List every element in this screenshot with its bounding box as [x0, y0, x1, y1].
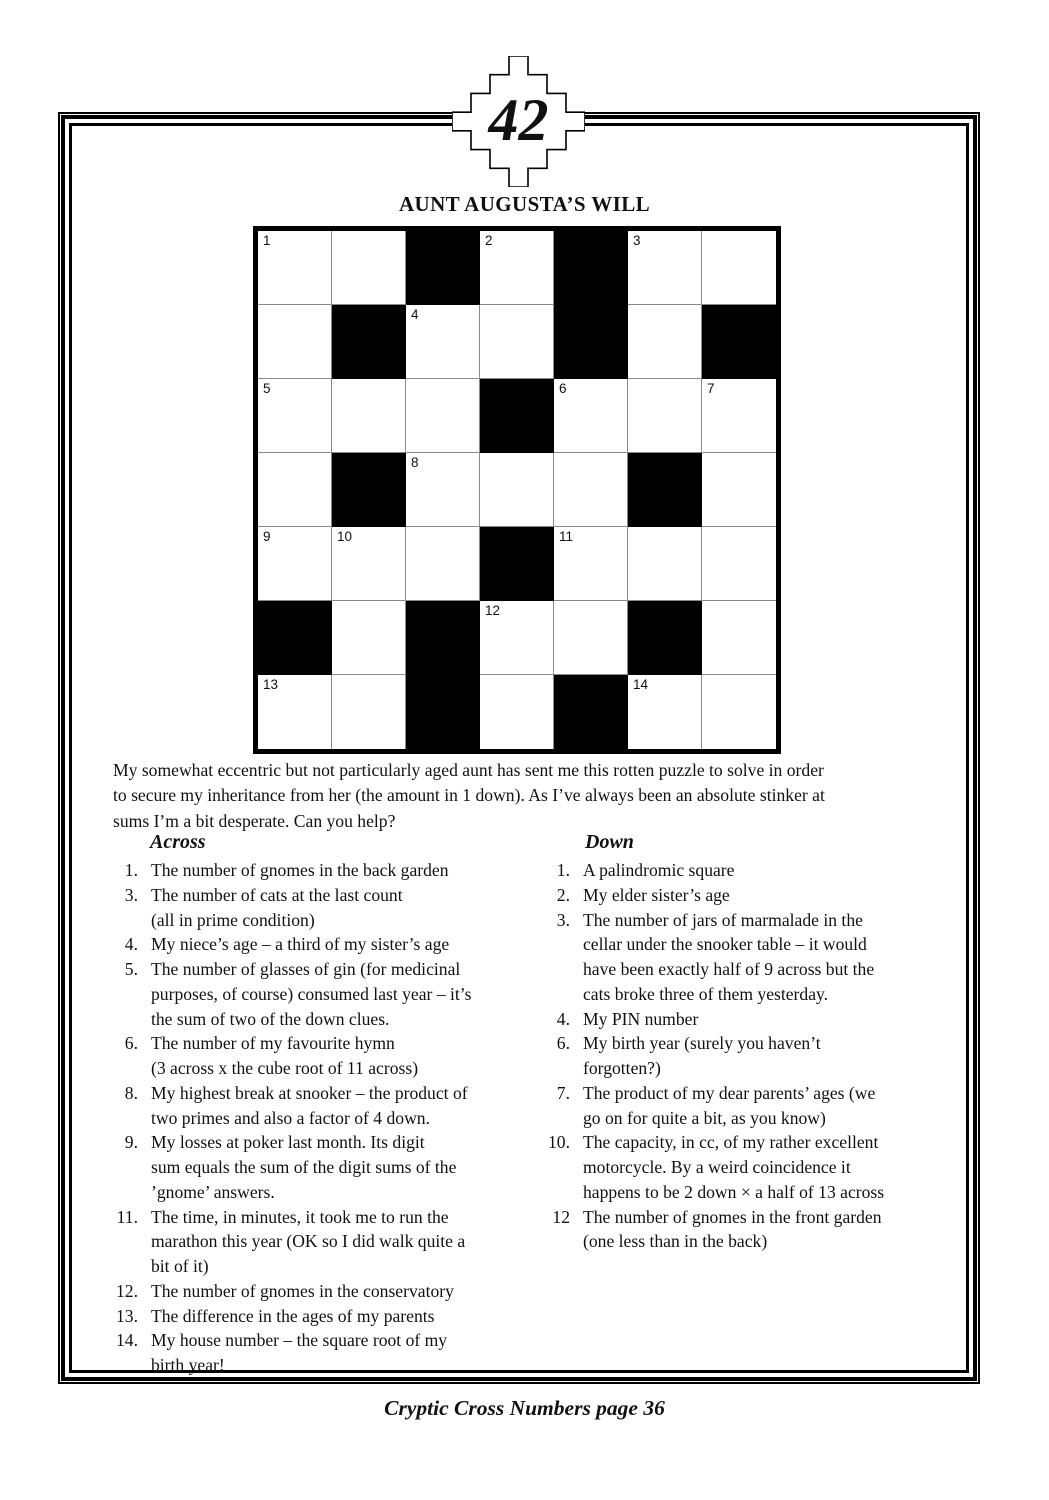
grid-cell-black — [702, 305, 776, 379]
grid-cell — [406, 453, 480, 527]
clue-text-line: My birth year (surely you haven’t — [583, 1033, 821, 1054]
clue-row — [105, 1304, 545, 1329]
clue-number: 1. — [556, 860, 570, 880]
grid-cell-black — [406, 601, 480, 675]
grid-cell-number: 6 — [559, 381, 567, 396]
clue-text-line: The difference in the ages of my parents — [151, 1305, 435, 1326]
grid-cell — [554, 453, 628, 527]
clue-row — [105, 1328, 545, 1378]
grid-cell — [628, 231, 702, 305]
across-clue-list — [105, 858, 545, 1378]
clue-row — [537, 908, 977, 1007]
clue-text — [151, 1205, 465, 1279]
down-section — [537, 829, 977, 1254]
grid-cell-black — [332, 453, 406, 527]
grid-cell-number: 1 — [263, 233, 271, 248]
clue-row — [105, 858, 545, 883]
puzzle-number-badge — [452, 56, 585, 187]
clue-row — [537, 1130, 977, 1204]
clue-text-line: (one less than in the back) — [583, 1231, 768, 1252]
text-line: sums I’m a bit desperate. Can you help? — [113, 810, 396, 831]
clue-row — [537, 1007, 977, 1032]
clue-number: 3. — [556, 909, 570, 930]
grid-cell — [480, 601, 554, 675]
clue-text-line: The number of glasses of gin (for medicinal — [151, 959, 461, 979]
grid-cell-number: 2 — [485, 233, 493, 248]
clue-row — [105, 1279, 545, 1304]
grid-cell — [702, 527, 776, 601]
grid-cell-black — [554, 675, 628, 749]
grid-cell-black — [258, 601, 332, 675]
clue-number: 4. — [124, 934, 138, 955]
grid-cell — [702, 675, 776, 749]
clue-text-line: The product of my dear parents’ ages (we — [583, 1082, 876, 1103]
grid-cell-number: 13 — [263, 677, 279, 692]
grid-cell-black — [554, 305, 628, 379]
grid-cell — [258, 305, 332, 379]
clue-row — [105, 883, 545, 933]
clue-text-line: The number of my favourite hymn — [151, 1033, 395, 1054]
grid-cell — [628, 379, 702, 453]
clue-text — [151, 1031, 418, 1081]
puzzle-number: 42 — [488, 87, 549, 153]
clue-number: 9. — [124, 1132, 138, 1153]
grid-cell-number: 7 — [707, 381, 715, 396]
grid-cell — [628, 305, 702, 379]
grid-cell — [258, 379, 332, 453]
clue-row — [105, 1205, 545, 1279]
grid-cell — [702, 601, 776, 675]
clue-text — [151, 1328, 447, 1378]
clue-text-line: A palindromic square — [583, 860, 735, 880]
grid-cell — [480, 453, 554, 527]
grid-cell — [554, 601, 628, 675]
grid-cell — [480, 305, 554, 379]
intro-paragraph — [113, 758, 953, 834]
grid-cell-black — [332, 305, 406, 379]
grid-cell — [258, 527, 332, 601]
grid-cell — [480, 231, 554, 305]
clue-text — [151, 957, 472, 1031]
clue-row — [105, 957, 545, 1031]
clue-text — [583, 858, 734, 883]
grid-cell — [332, 231, 406, 305]
clue-number: 13. — [116, 1305, 138, 1326]
grid-cell-black — [554, 231, 628, 305]
clue-text-line: My PIN number — [583, 1008, 699, 1029]
grid-cell-number: 10 — [337, 529, 353, 544]
grid-cell-number: 14 — [633, 677, 649, 692]
grid-cell-black — [406, 675, 480, 749]
clue-text — [151, 1130, 456, 1204]
grid-cell — [406, 379, 480, 453]
grid-cell-number: 5 — [263, 381, 271, 396]
clue-text-line: My losses at poker last month. Its digit — [151, 1132, 425, 1153]
clue-row — [105, 1130, 545, 1204]
grid-cell — [480, 675, 554, 749]
clue-text — [151, 932, 449, 957]
clue-number: 6. — [124, 1033, 138, 1054]
grid-cell — [332, 675, 406, 749]
clue-row — [537, 1205, 977, 1255]
clue-text-line: have been exactly half of 9 across but the — [583, 959, 875, 979]
clue-text-line: go on for quite a bit, as you know) — [583, 1107, 826, 1128]
grid-cell — [702, 453, 776, 527]
clue-row — [105, 932, 545, 957]
grid-cell — [406, 527, 480, 601]
clue-text — [583, 908, 874, 1007]
grid-cell-number: 8 — [411, 455, 419, 470]
across-heading: Across — [150, 831, 206, 853]
clue-text — [151, 1279, 454, 1304]
clue-text-line: My highest break at snooker – the product of — [151, 1082, 468, 1103]
clue-number: 1. — [124, 860, 138, 880]
page-footer: Cryptic Cross Numbers page 36 — [384, 1396, 665, 1420]
grid-cell-black — [480, 379, 554, 453]
clue-text-line: The number of cats at the last count — [151, 884, 403, 905]
clue-number: 6. — [556, 1033, 570, 1054]
grid-cell-black — [406, 231, 480, 305]
clue-text — [151, 1081, 468, 1131]
clue-text — [151, 1304, 435, 1329]
grid-cell — [702, 231, 776, 305]
clue-text-line: purposes, of course) consumed last year – it’s — [151, 983, 472, 1004]
clue-text-line: motorcycle. By a weird coincidence it — [583, 1157, 851, 1177]
grid-cell — [258, 675, 332, 749]
clue-text-line: The number of gnomes in the conservatory — [151, 1280, 454, 1301]
clue-row — [105, 1081, 545, 1131]
clue-text-line: The capacity, in cc, of my rather excellent — [583, 1132, 879, 1153]
clue-text — [151, 883, 403, 933]
clue-text-line: My house number – the square root of my — [151, 1330, 448, 1351]
clue-text-line: sum equals the sum of the digit sums of the — [151, 1157, 457, 1177]
clue-text-line: birth year! — [151, 1355, 225, 1375]
grid-cell-black — [628, 453, 702, 527]
clue-number: 3. — [124, 884, 138, 905]
clue-text — [583, 1007, 698, 1032]
down-clue-list — [537, 858, 977, 1254]
clue-row — [537, 1081, 977, 1131]
clue-text-line: marathon this year (OK so I did walk quite a — [151, 1231, 466, 1252]
clue-text-line: ’gnome’ answers. — [151, 1181, 275, 1202]
grid-cell — [628, 527, 702, 601]
clue-text-line: The time, in minutes, it took me to run the — [151, 1206, 449, 1227]
clue-number: 14. — [116, 1330, 138, 1351]
grid-cell-black — [628, 601, 702, 675]
clue-text-line: bit of it) — [151, 1256, 209, 1276]
grid-cell-number: 12 — [485, 603, 501, 618]
grid-cell — [258, 231, 332, 305]
grid-cell — [554, 379, 628, 453]
text-line: to secure my inheritance from her (the amount in 1 down). As I’ve always been an absolute stinker at — [113, 785, 825, 806]
clue-number: 11. — [116, 1206, 138, 1227]
down-heading: Down — [585, 831, 634, 853]
grid-cell — [332, 527, 406, 601]
clue-row — [537, 1031, 977, 1081]
clue-text — [151, 858, 449, 883]
clue-text-line: (all in prime condition) — [151, 909, 315, 930]
clue-text-line: (3 across x the cube root of 11 across) — [151, 1058, 419, 1078]
clue-number: 2. — [556, 884, 570, 905]
grid-cell — [702, 379, 776, 453]
grid-cell — [554, 527, 628, 601]
clue-text-line: The number of jars of marmalade in the — [583, 909, 863, 930]
clue-row — [537, 858, 977, 883]
clue-row — [105, 1031, 545, 1081]
clue-text — [583, 1205, 882, 1255]
clue-text-line: My elder sister’s age — [583, 884, 730, 905]
grid-cell-number: 4 — [411, 307, 419, 322]
clue-text — [583, 883, 730, 908]
puzzle-grid — [253, 226, 781, 754]
grid-cell — [406, 305, 480, 379]
clue-text-line: the sum of two of the down clues. — [151, 1008, 390, 1029]
text-line: My somewhat eccentric but not particularly aged aunt has sent me this rotten puzzle to solve in order — [113, 760, 824, 780]
grid-cell — [332, 601, 406, 675]
clue-text — [583, 1130, 884, 1204]
clue-number: 12. — [116, 1280, 138, 1301]
grid-cell — [332, 379, 406, 453]
clue-text — [583, 1081, 875, 1131]
clue-number: 7. — [556, 1082, 570, 1103]
clue-number: 5. — [124, 959, 138, 979]
clue-text-line: happens to be 2 down × a half of 13 across — [583, 1181, 885, 1202]
clue-number: 10. — [548, 1132, 570, 1153]
clue-row — [537, 883, 977, 908]
clue-text-line: My niece’s age – a third of my sister’s age — [151, 934, 450, 955]
clue-text-line: The number of gnomes in the front garden — [583, 1206, 882, 1227]
grid-cell-number: 11 — [559, 529, 574, 544]
grid-cell — [628, 675, 702, 749]
clue-text-line: The number of gnomes in the back garden — [151, 860, 449, 880]
clue-text-line: cellar under the snooker table – it would — [583, 934, 867, 955]
grid-cell — [258, 453, 332, 527]
clue-text-line: forgotten?) — [583, 1058, 661, 1078]
grid-cell-black — [480, 527, 554, 601]
grid-cell-number: 9 — [263, 529, 271, 544]
puzzle-title: AUNT AUGUSTA’S WILL — [398, 192, 651, 216]
grid-cell-number: 3 — [633, 233, 641, 248]
clue-number: 12 — [552, 1206, 570, 1227]
clue-text — [583, 1031, 821, 1081]
clue-number: 8. — [124, 1082, 138, 1103]
clue-text-line: cats broke three of them yesterday. — [583, 983, 829, 1004]
clue-number: 4. — [556, 1008, 570, 1029]
clue-text-line: two primes and also a factor of 4 down. — [151, 1107, 430, 1128]
across-section — [105, 829, 545, 1378]
